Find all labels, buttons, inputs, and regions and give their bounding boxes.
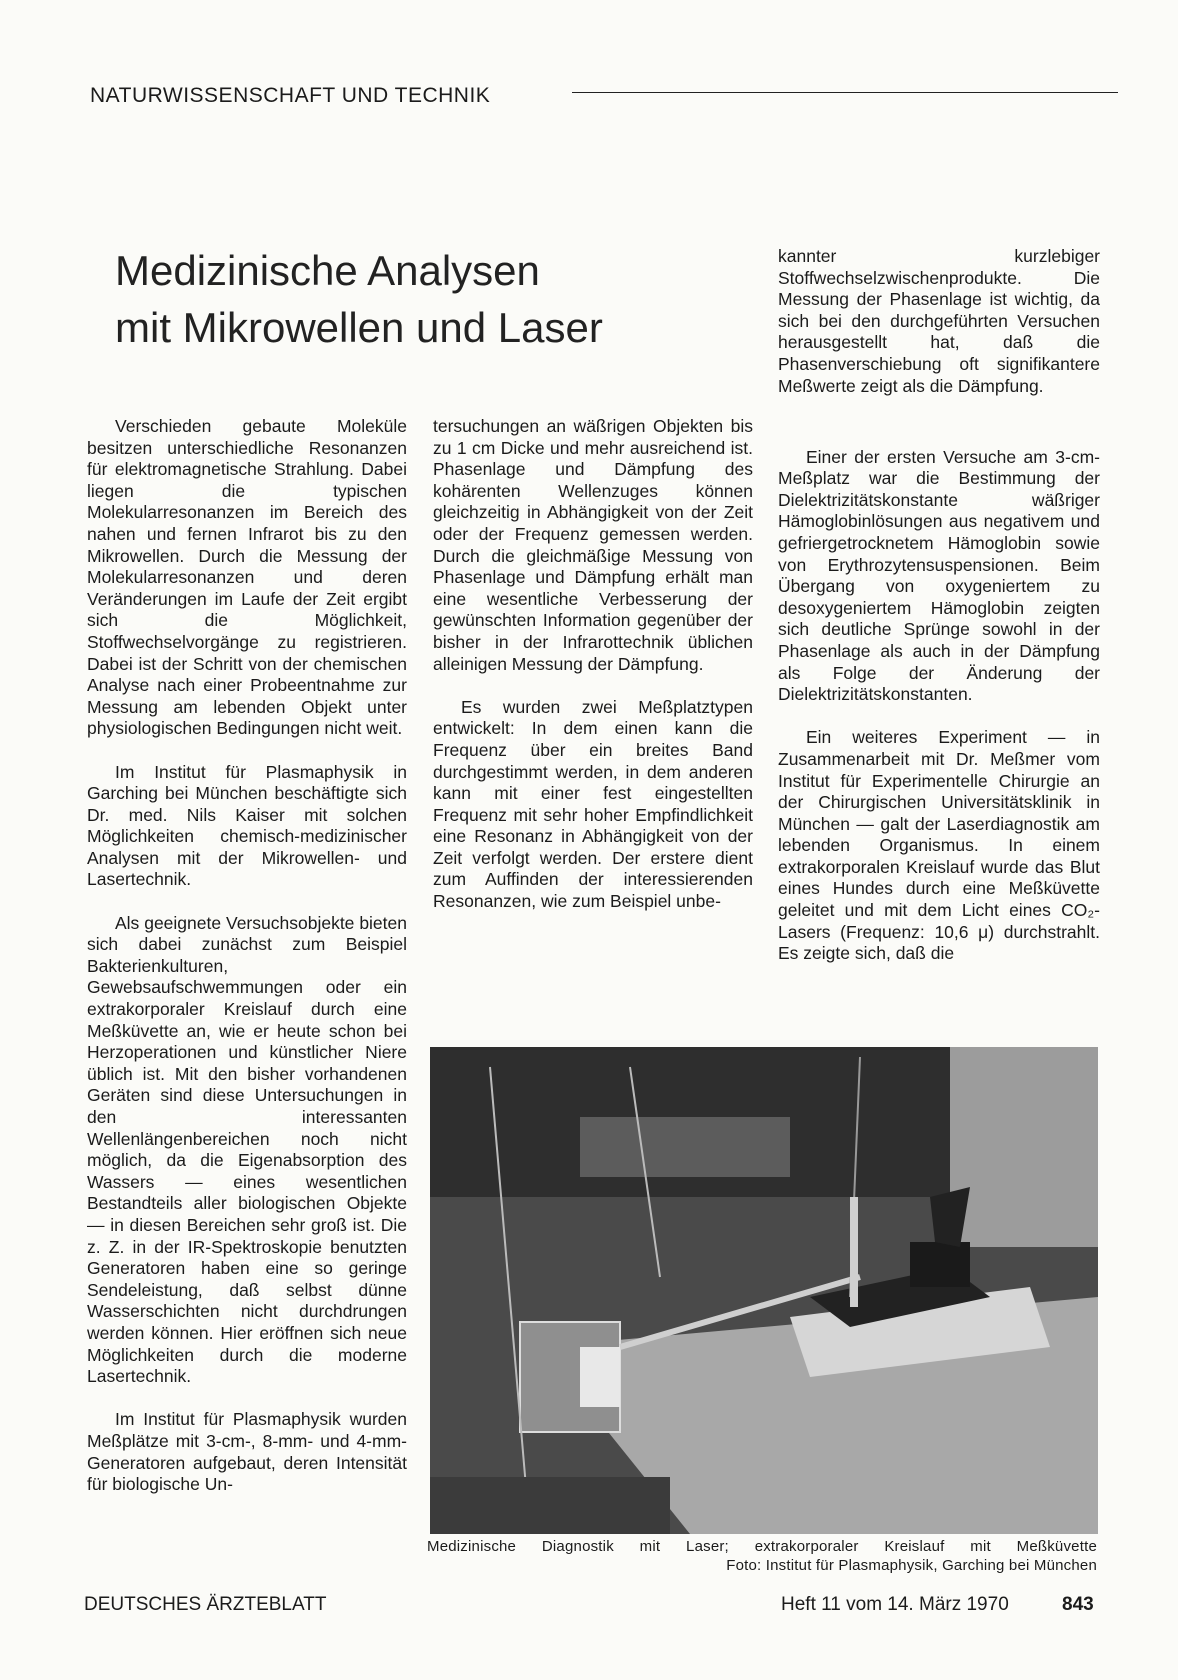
article-title [115,242,603,356]
section-header: NATURWISSENSCHAFT UND TECHNIK [90,84,491,107]
paragraph: Als geeignete Versuchsobjekte bieten sich dabei zunächst zum Beispiel Bakterienkulturen, Gewebsaufschwemmungen oder ein extrakorporaler Kreislauf durch eine Meßküvette an, wie er heute schon bei Herzoperationen und künstlicher Niere üblich ist. Mit den bisher vorhandenen Geräten sind diese Untersuchungen in den interessanten Wellenlängenbereichen noch nicht möglich, da die Eigenabsorption des Wassers — eines wesentlichen Bestandteils aller biologischen Objekte — in diesen Bereichen sehr groß ist. Die z. Z. in der IR-Spektroskopie benutzten Generatoren haben eine so geringe Sendeleistung, daß selbst dünne Wasserschichten nicht durchdrungen werden können. Hier eröffnen sich neue Möglichkeiten durch die moderne Lasertechnik. [87,912,407,1387]
text-column-2 [433,416,753,913]
article-title-line-1: Medizinische Analysen [115,247,540,294]
text-column-1 [87,416,407,1496]
caption-text: Medizinische Diagnostik mit Laser; extrakorporaler Kreislauf mit Meßküvette [427,1538,1097,1555]
header-rule [572,92,1118,93]
paragraph: Im Institut für Plasmaphysik in Garching bei München beschäftigte sich Dr. med. Nils Kaiser mit solchen Möglichkeiten chemisch-medizinischer Analysen mit der Mikrowellen- und Lasertechnik. [87,761,407,890]
text-column-3-top [778,246,1100,397]
paragraph: Es wurden zwei Meßplatztypen entwickelt: In dem einen kann die Frequenz über ein breites Band durchgestimmt werden, in dem anderen kann mit einer fest eingestellten Frequenz mit sehr hoher Empfindlichkeit eine Resonanz in Abhängigkeit von der Zeit verfolgt werden. Der erstere dient zum Auffinden der interessierenden Resonanzen, wie zum Beispiel unbe- [433,696,753,912]
footer-issue: Heft 11 vom 14. März 1970 [781,1594,1009,1615]
lab-photo-illustration [430,1047,1098,1534]
paragraph: kannter kurzlebiger Stoffwechselzwischenprodukte. Die Messung der Phasenlage ist wichtig, da sich bei den durchgeführten Versuchen herausgestellt hat, daß die Phasenverschiebung oft signifikantere Meßwerte zeigt als die Dämpfung. [778,246,1100,396]
article-title-line-2: mit Mikrowellen und Laser [115,304,603,351]
paragraph: Ein weiteres Experiment — in Zusammenarbeit mit Dr. Meßmer vom Institut für Experimentelle Chirurgie an der Chirurgischen Universitätsklinik in München — galt der Laserdiagnostik am lebenden Organismus. In einem extrakorporalen Kreislauf wurde das Blut eines Hundes durch eine Meßküvette geleitet und mit dem Licht eines CO₂-Lasers (Frequenz: 10,6 μ) durchstrahlt. Es zeigte sich, daß die [778,727,1100,964]
text-column-3 [778,425,1100,965]
figure-caption [427,1537,1097,1575]
paragraph: Im Institut für Plasmaphysik wurden Meßplätze mit 3-cm-, 8-mm- und 4-mm-Generatoren aufgebaut, deren Intensität für biologische Un- [87,1409,407,1495]
lab-photo [430,1047,1098,1534]
photo-credit: Foto: Institut für Plasmaphysik, Garching bei München [726,1557,1097,1574]
paragraph: Einer der ersten Versuche am 3-cm-Meßplatz war die Bestimmung der Dielektrizitätskonstante wäßriger Hämoglobinlösungen aus negativem und gefriergetrocknetem Hämoglobin sowie von Erythrozytensuspensionen. Beim Übergang von oxygeniertem zu desoxygeniertem Hämoglobin zeigten sich deutliche Sprünge sowohl in der Phasenlage als auch in der Dämpfung als Folge der Änderung der Dielektrizitätskonstanten. [778,446,1100,705]
page-number: 843 [1062,1594,1094,1615]
footer-publication: DEUTSCHES ÄRZTEBLATT [84,1594,327,1615]
paragraph: tersuchungen an wäßrigen Objekten bis zu 1 cm Dicke und mehr ausreichend ist. Phasenlage und Dämpfung des kohärenten Wellenzuges können gleichzeitig in Abhängigkeit von der Zeit oder der Frequenz gemessen werden. Durch die gleichmäßige Messung von Phasenlage und Dämpfung erhält man eine wesentliche Verbesserung der gewünschten Information gegenüber der bisher in der Infrarottechnik üblichen alleinigen Messung der Dämpfung. [433,416,753,674]
paragraph: Verschieden gebaute Moleküle besitzen unterschiedliche Resonanzen für elektromagnetische Strahlung. Dabei liegen die typischen Molekularresonanzen im Bereich des nahen und fernen Infrarot bis zu den Mikrowellen. Durch die Messung der Molekularresonanzen und deren Veränderungen im Laufe der Zeit ergibt sich die Möglichkeit, Stoffwechselvorgänge zu registrieren. Dabei ist der Schritt von der chemischen Analyse nach einer Probeentnahme zur Messung am lebenden Objekt unter physiologischen Bedingungen nicht weit. [87,416,407,739]
